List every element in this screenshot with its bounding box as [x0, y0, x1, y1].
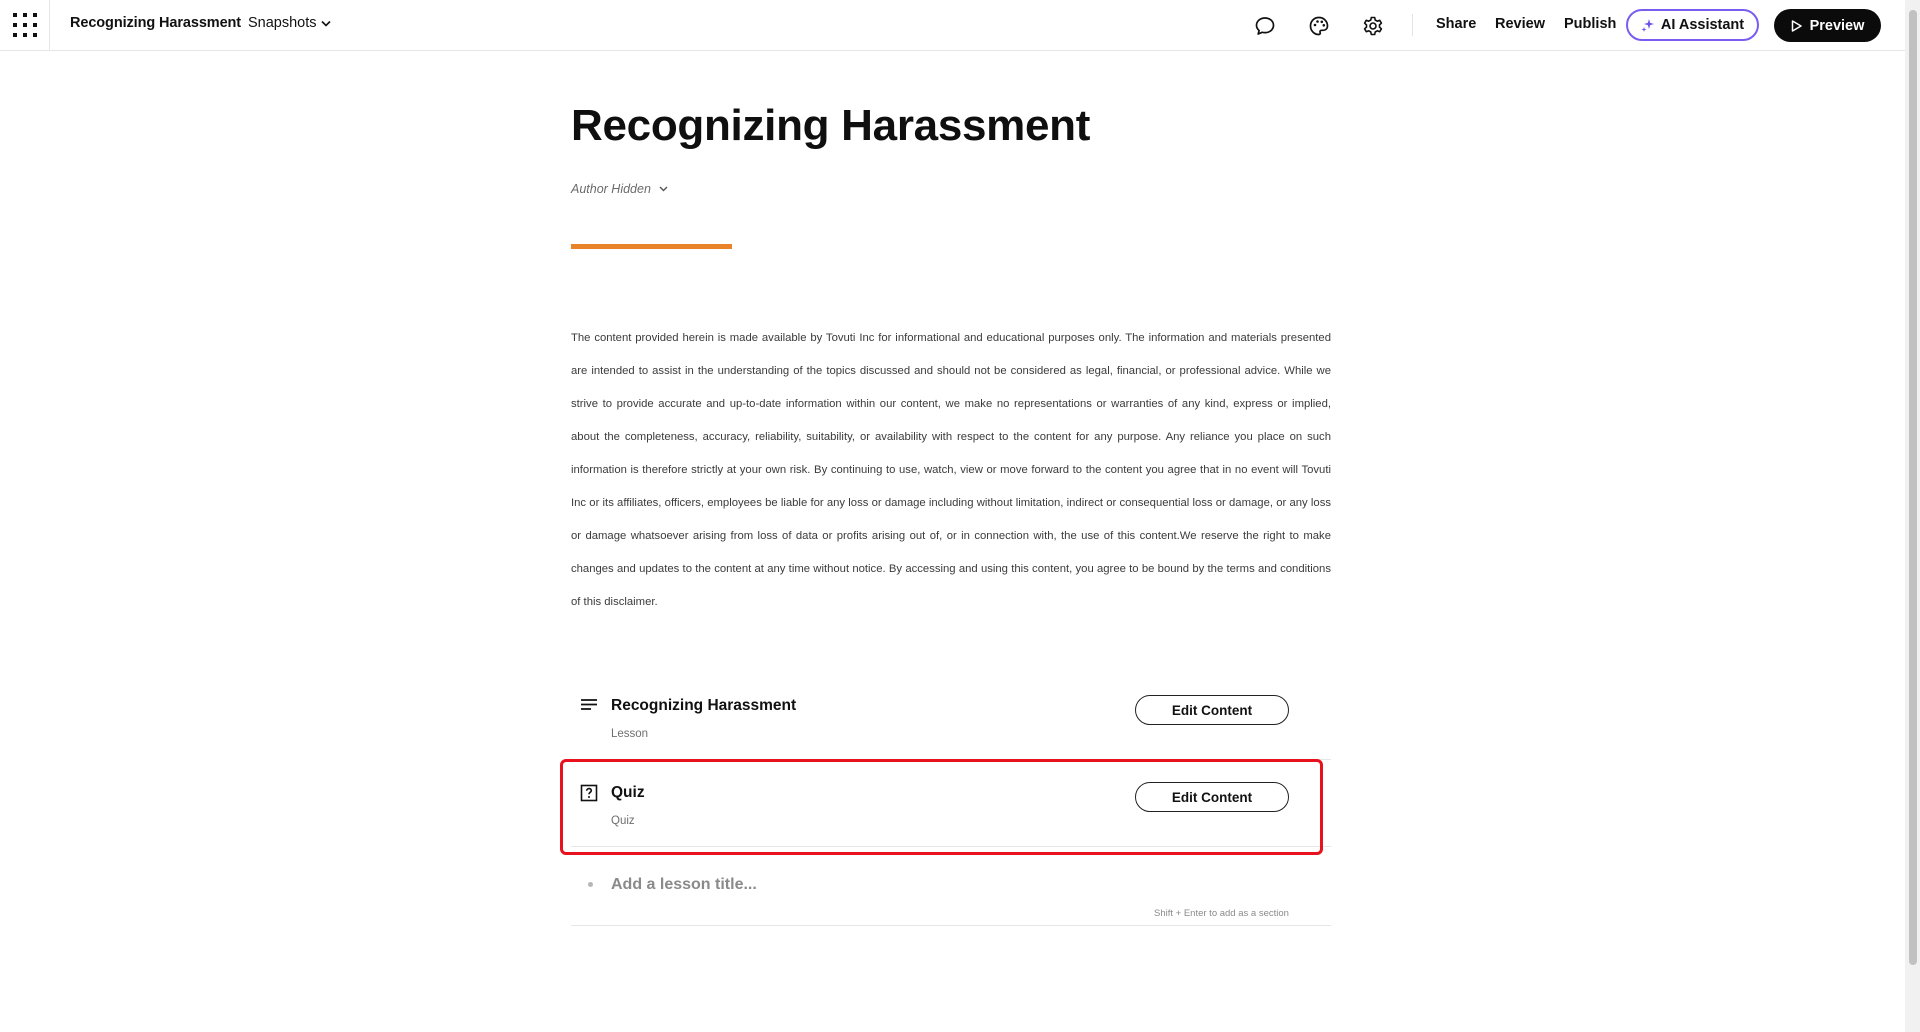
- divider: [1412, 14, 1413, 36]
- play-icon: [1791, 20, 1802, 32]
- snapshots-dropdown[interactable]: [248, 15, 331, 31]
- question-box-icon: [580, 784, 598, 802]
- divider: [49, 0, 50, 51]
- add-lesson-input[interactable]: [611, 872, 1251, 898]
- author-label: Author Hidden: [571, 182, 651, 196]
- bullet-icon: [588, 882, 593, 887]
- gear-icon[interactable]: [1359, 12, 1387, 40]
- share-button[interactable]: Share: [1436, 16, 1477, 32]
- review-button[interactable]: Review: [1495, 16, 1545, 32]
- chevron-down-icon: [659, 186, 668, 192]
- author-dropdown[interactable]: [571, 182, 668, 196]
- lesson-row[interactable]: [571, 680, 1331, 760]
- ai-assistant-button[interactable]: [1626, 9, 1759, 41]
- edit-content-button[interactable]: Edit Content: [1135, 782, 1289, 812]
- add-lesson-row: [571, 868, 1331, 926]
- top-bar: [0, 0, 1905, 51]
- chevron-down-icon: [321, 20, 331, 27]
- lesson-title[interactable]: Recognizing Harassment: [611, 697, 797, 714]
- page-title[interactable]: Recognizing Harassment: [571, 101, 1091, 150]
- comment-icon[interactable]: [1251, 12, 1279, 40]
- lesson-type: Lesson: [611, 728, 649, 740]
- edit-content-button[interactable]: Edit Content: [1135, 695, 1289, 725]
- palette-icon[interactable]: [1305, 12, 1333, 40]
- apps-grid-icon[interactable]: [12, 12, 38, 38]
- course-title: Recognizing Harassment: [70, 15, 242, 31]
- lesson-row[interactable]: [571, 767, 1331, 847]
- lesson-type: Quiz: [611, 815, 635, 827]
- snapshots-label: Snapshots: [248, 15, 317, 31]
- add-lesson-hint: Shift + Enter to add as a section: [1154, 908, 1289, 919]
- preview-label: Preview: [1809, 17, 1865, 34]
- ai-assistant-label: AI Assistant: [1660, 17, 1745, 33]
- disclaimer-text[interactable]: The content provided herein is made available by Tovuti Inc for informational and educational purposes only. The information and materials presented are intended to assist in the understanding of the topics discussed and should not be considered as legal, financial, or professional advice. While we strive to provide accurate and up-to-date information within our content, we make no representations or warranties of any kind, express or implied, about the completeness, accuracy, reliability, suitability, or availability with respect to the content for any purpose. Any reliance you place on such information is therefore strictly at your own risk. By continuing to use, watch, view or move forward to the content you agree that in no event will Tovuti Inc or its affiliates, officers, employees be liable for any loss or damage including without limitation, indirect or consequential loss or damage, or any loss or damage whatsoever arising from loss of data or profits arising out of, or in connection with, the use of this content.We reserve the right to make changes and updates to the content at any time without notice. By accessing and using this content, you agree to be bound by the terms and conditions of this disclaimer.: [571, 332, 1331, 608]
- text-lines-icon: [580, 697, 598, 715]
- preview-button[interactable]: [1774, 9, 1881, 42]
- scrollbar[interactable]: [1909, 10, 1917, 965]
- lesson-title[interactable]: Quiz: [611, 784, 645, 801]
- publish-button[interactable]: Publish: [1564, 16, 1617, 32]
- accent-bar: [571, 244, 732, 249]
- sparkle-icon: [1641, 18, 1655, 32]
